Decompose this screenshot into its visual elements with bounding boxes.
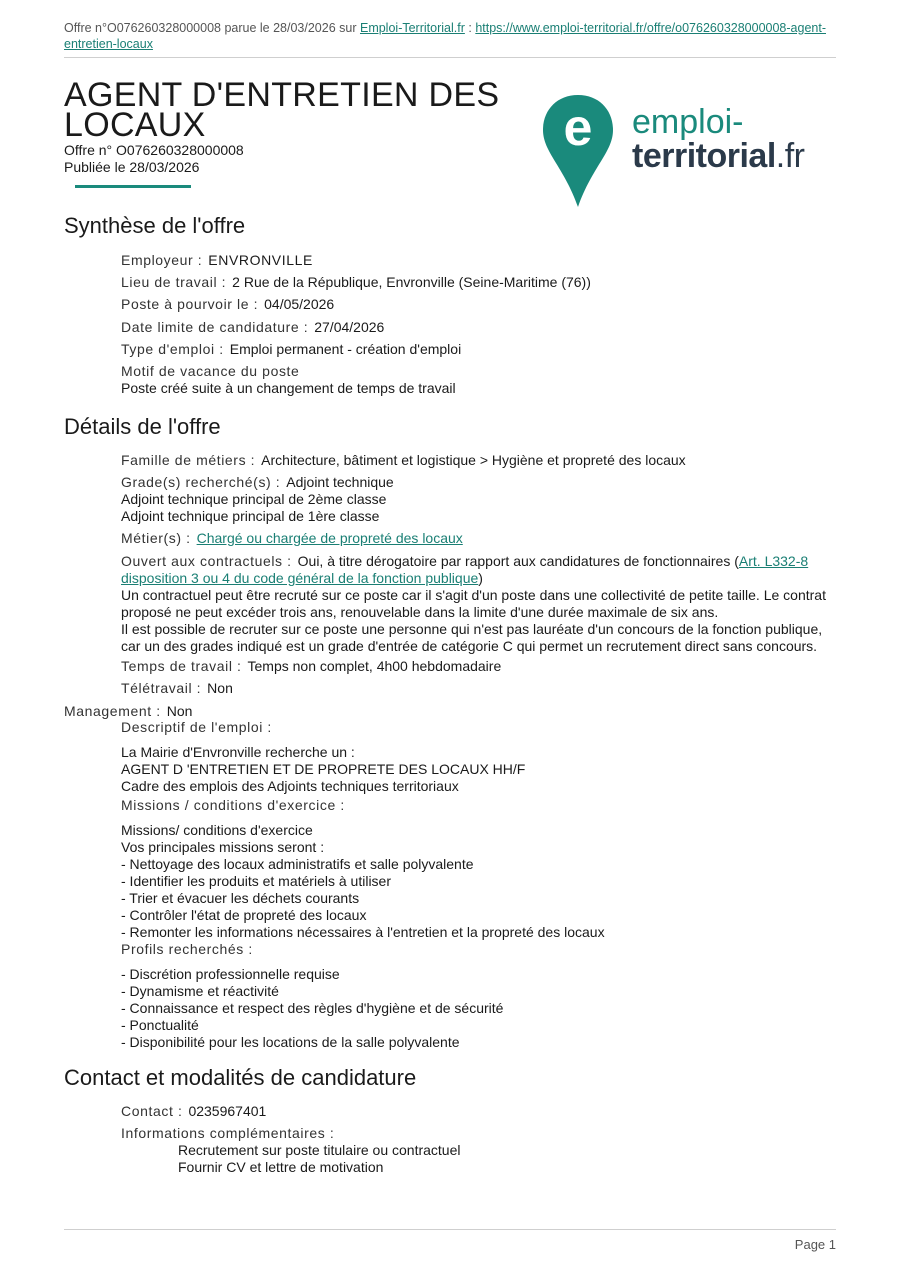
date-limite-value: 27/04/2026 [314, 319, 385, 335]
section-synthese-heading: Synthèse de l'offre [64, 213, 246, 238]
site-link[interactable]: Emploi-Territorial.fr [359, 21, 465, 35]
field-management [64, 703, 776, 720]
field-date-limite [121, 319, 833, 336]
mission-line: Vos principales missions seront : [121, 839, 325, 855]
famille-label: Famille de métiers : [121, 452, 256, 468]
offer-number: Offre n° O076260328000008 [64, 142, 244, 158]
page-title: AGENT D'ENTRETIEN DES LOCAUX [64, 76, 500, 144]
profil-line: - Discrétion professionnelle requise [121, 966, 340, 982]
employeur-label: Employeur : [121, 252, 203, 268]
missions-label: Missions / conditions d'exercice : [121, 797, 345, 813]
motif-value: Poste créé suite à un changement de temps de travail [121, 380, 456, 396]
date-limite-label: Date limite de candidature : [121, 319, 309, 335]
contractuels-label: Ouvert aux contractuels : [121, 553, 292, 569]
grade-item: Adjoint technique [286, 474, 394, 490]
field-contractuels [121, 553, 833, 655]
profil-line: - Connaissance et respect des règles d'hygiène et de sécurité [121, 1000, 504, 1016]
grade-item: Adjoint technique principal de 2ème classe [121, 491, 387, 507]
emploi-territorial-logo [540, 95, 830, 207]
header-offer-line: Offre n°O076260328000008 parue le 28/03/2026 sur [64, 21, 357, 35]
logo-suffix: .fr [775, 137, 805, 175]
metier-link[interactable]: Chargé ou chargée de propreté des locaux [196, 530, 463, 546]
contractuels-value: Oui, à titre dérogatoire par rapport aux candidatures de fonctionnaires ( [297, 553, 739, 569]
field-motif [121, 363, 833, 397]
contact-value: 0235967401 [188, 1103, 267, 1119]
profils-label: Profils recherchés : [121, 941, 253, 957]
published-date: Publiée le 28/03/2026 [64, 159, 200, 175]
mission-line: - Identifier les produits et matériels à utiliser [121, 873, 391, 889]
management-label: Management : [64, 703, 161, 719]
type-label: Type d'emploi : [121, 341, 224, 357]
location-pin-icon [543, 95, 613, 207]
teletravail-label: Télétravail : [121, 680, 202, 696]
field-infos [121, 1125, 833, 1176]
contractuels-paragraph-1: Un contractuel peut être recruté sur ce poste car il s'agit d'un poste dans une collectivité de petite taille. Le contrat proposé ne peut excéder trois ans, renouvelable dans la limite d'une durée maximale de six ans. [121, 587, 826, 620]
infos-label: Informations complémentaires : [121, 1125, 335, 1141]
field-lieu [121, 274, 833, 291]
lieu-value: 2 Rue de la République, Envronville (Seine-Maritime (76)) [232, 274, 591, 290]
contractuels-paragraph-2: Il est possible de recruter sur ce poste une personne qui n'est pas lauréate d'un concours de la fonction publique, car un des grades indiqué est un grade d'entrée de catégorie C qui permet un recrutement direct sans concours. [121, 621, 823, 654]
temps-label: Temps de travail : [121, 658, 242, 674]
metier-label: Métier(s) : [121, 530, 191, 546]
employeur-value: ENVRONVILLE [208, 252, 313, 268]
motif-label: Motif de vacance du poste [121, 363, 300, 379]
contractuels-close: ) [478, 570, 483, 586]
infos-line: Fournir CV et lettre de motivation [178, 1159, 384, 1175]
lieu-label: Lieu de travail : [121, 274, 227, 290]
logo-line1: emploi- [632, 103, 744, 141]
field-poste [121, 296, 833, 313]
famille-value: Architecture, bâtiment et logistique > Hygiène et propreté des locaux [261, 452, 686, 468]
profil-line: - Ponctualité [121, 1017, 199, 1033]
logo-line2 [632, 137, 805, 175]
article-link[interactable]: Art. L332-8 disposition 3 ou 4 du code général de la fonction publique [121, 553, 809, 586]
field-contact [121, 1103, 833, 1120]
temps-value: Temps non complet, 4h00 hebdomadaire [247, 658, 502, 674]
contact-label: Contact : [121, 1103, 183, 1119]
profil-line: - Disponibilité pour les locations de la salle polyvalente [121, 1034, 460, 1050]
mission-line: - Nettoyage des locaux administratifs et salle polyvalente [121, 856, 474, 872]
mission-line: - Remonter les informations nécessaires à l'entretien et la propreté des locaux [121, 924, 605, 940]
profil-line: - Dynamisme et réactivité [121, 983, 279, 999]
descriptif-line: Cadre des emplois des Adjoints techniques territoriaux [121, 778, 459, 794]
field-descriptif [121, 719, 833, 795]
page-number: Page 1 [794, 1237, 836, 1252]
field-famille [121, 452, 833, 469]
mission-line: - Trier et évacuer les déchets courants [121, 890, 360, 906]
section-details-heading: Détails de l'offre [64, 414, 221, 439]
header-divider [64, 57, 836, 58]
infos-line: Recrutement sur poste titulaire ou contractuel [178, 1142, 461, 1158]
descriptif-line: La Mairie d'Envronville recherche un : [121, 744, 355, 760]
header-separator: : [468, 21, 472, 35]
descriptif-line: AGENT D 'ENTRETIEN ET DE PROPRETE DES LOCAUX HH/F [121, 761, 526, 777]
management-value: Non [166, 703, 193, 719]
descriptif-label: Descriptif de l'emploi : [121, 719, 272, 735]
grade-item: Adjoint technique principal de 1ère classe [121, 508, 380, 524]
mission-line: - Contrôler l'état de propreté des locaux [121, 907, 367, 923]
logo-line2-main: territorial [632, 137, 776, 175]
field-grades [121, 474, 833, 525]
title-underline [75, 185, 191, 188]
field-missions [121, 797, 833, 941]
poste-label: Poste à pourvoir le : [121, 296, 259, 312]
grades-label: Grade(s) recherché(s) : [121, 474, 281, 490]
teletravail-value: Non [207, 680, 233, 696]
mission-line: Missions/ conditions d'exercice [121, 822, 313, 838]
field-employeur [121, 252, 833, 269]
offer-url-link[interactable]: https://www.emploi-territorial.fr/offre/o076260328000008-agent-entretien-locaux [64, 21, 826, 51]
footer-divider [64, 1229, 836, 1230]
field-metier [121, 530, 833, 547]
field-teletravail [121, 680, 833, 697]
poste-value: 04/05/2026 [264, 296, 335, 312]
section-contact-heading: Contact et modalités de candidature [64, 1065, 417, 1090]
field-profils [121, 941, 833, 1051]
field-temps [121, 658, 833, 675]
field-type-emploi [121, 341, 833, 358]
type-value: Emploi permanent - création d'emploi [229, 341, 462, 357]
header-source-line [64, 20, 836, 52]
logo-letter: e [563, 99, 593, 157]
